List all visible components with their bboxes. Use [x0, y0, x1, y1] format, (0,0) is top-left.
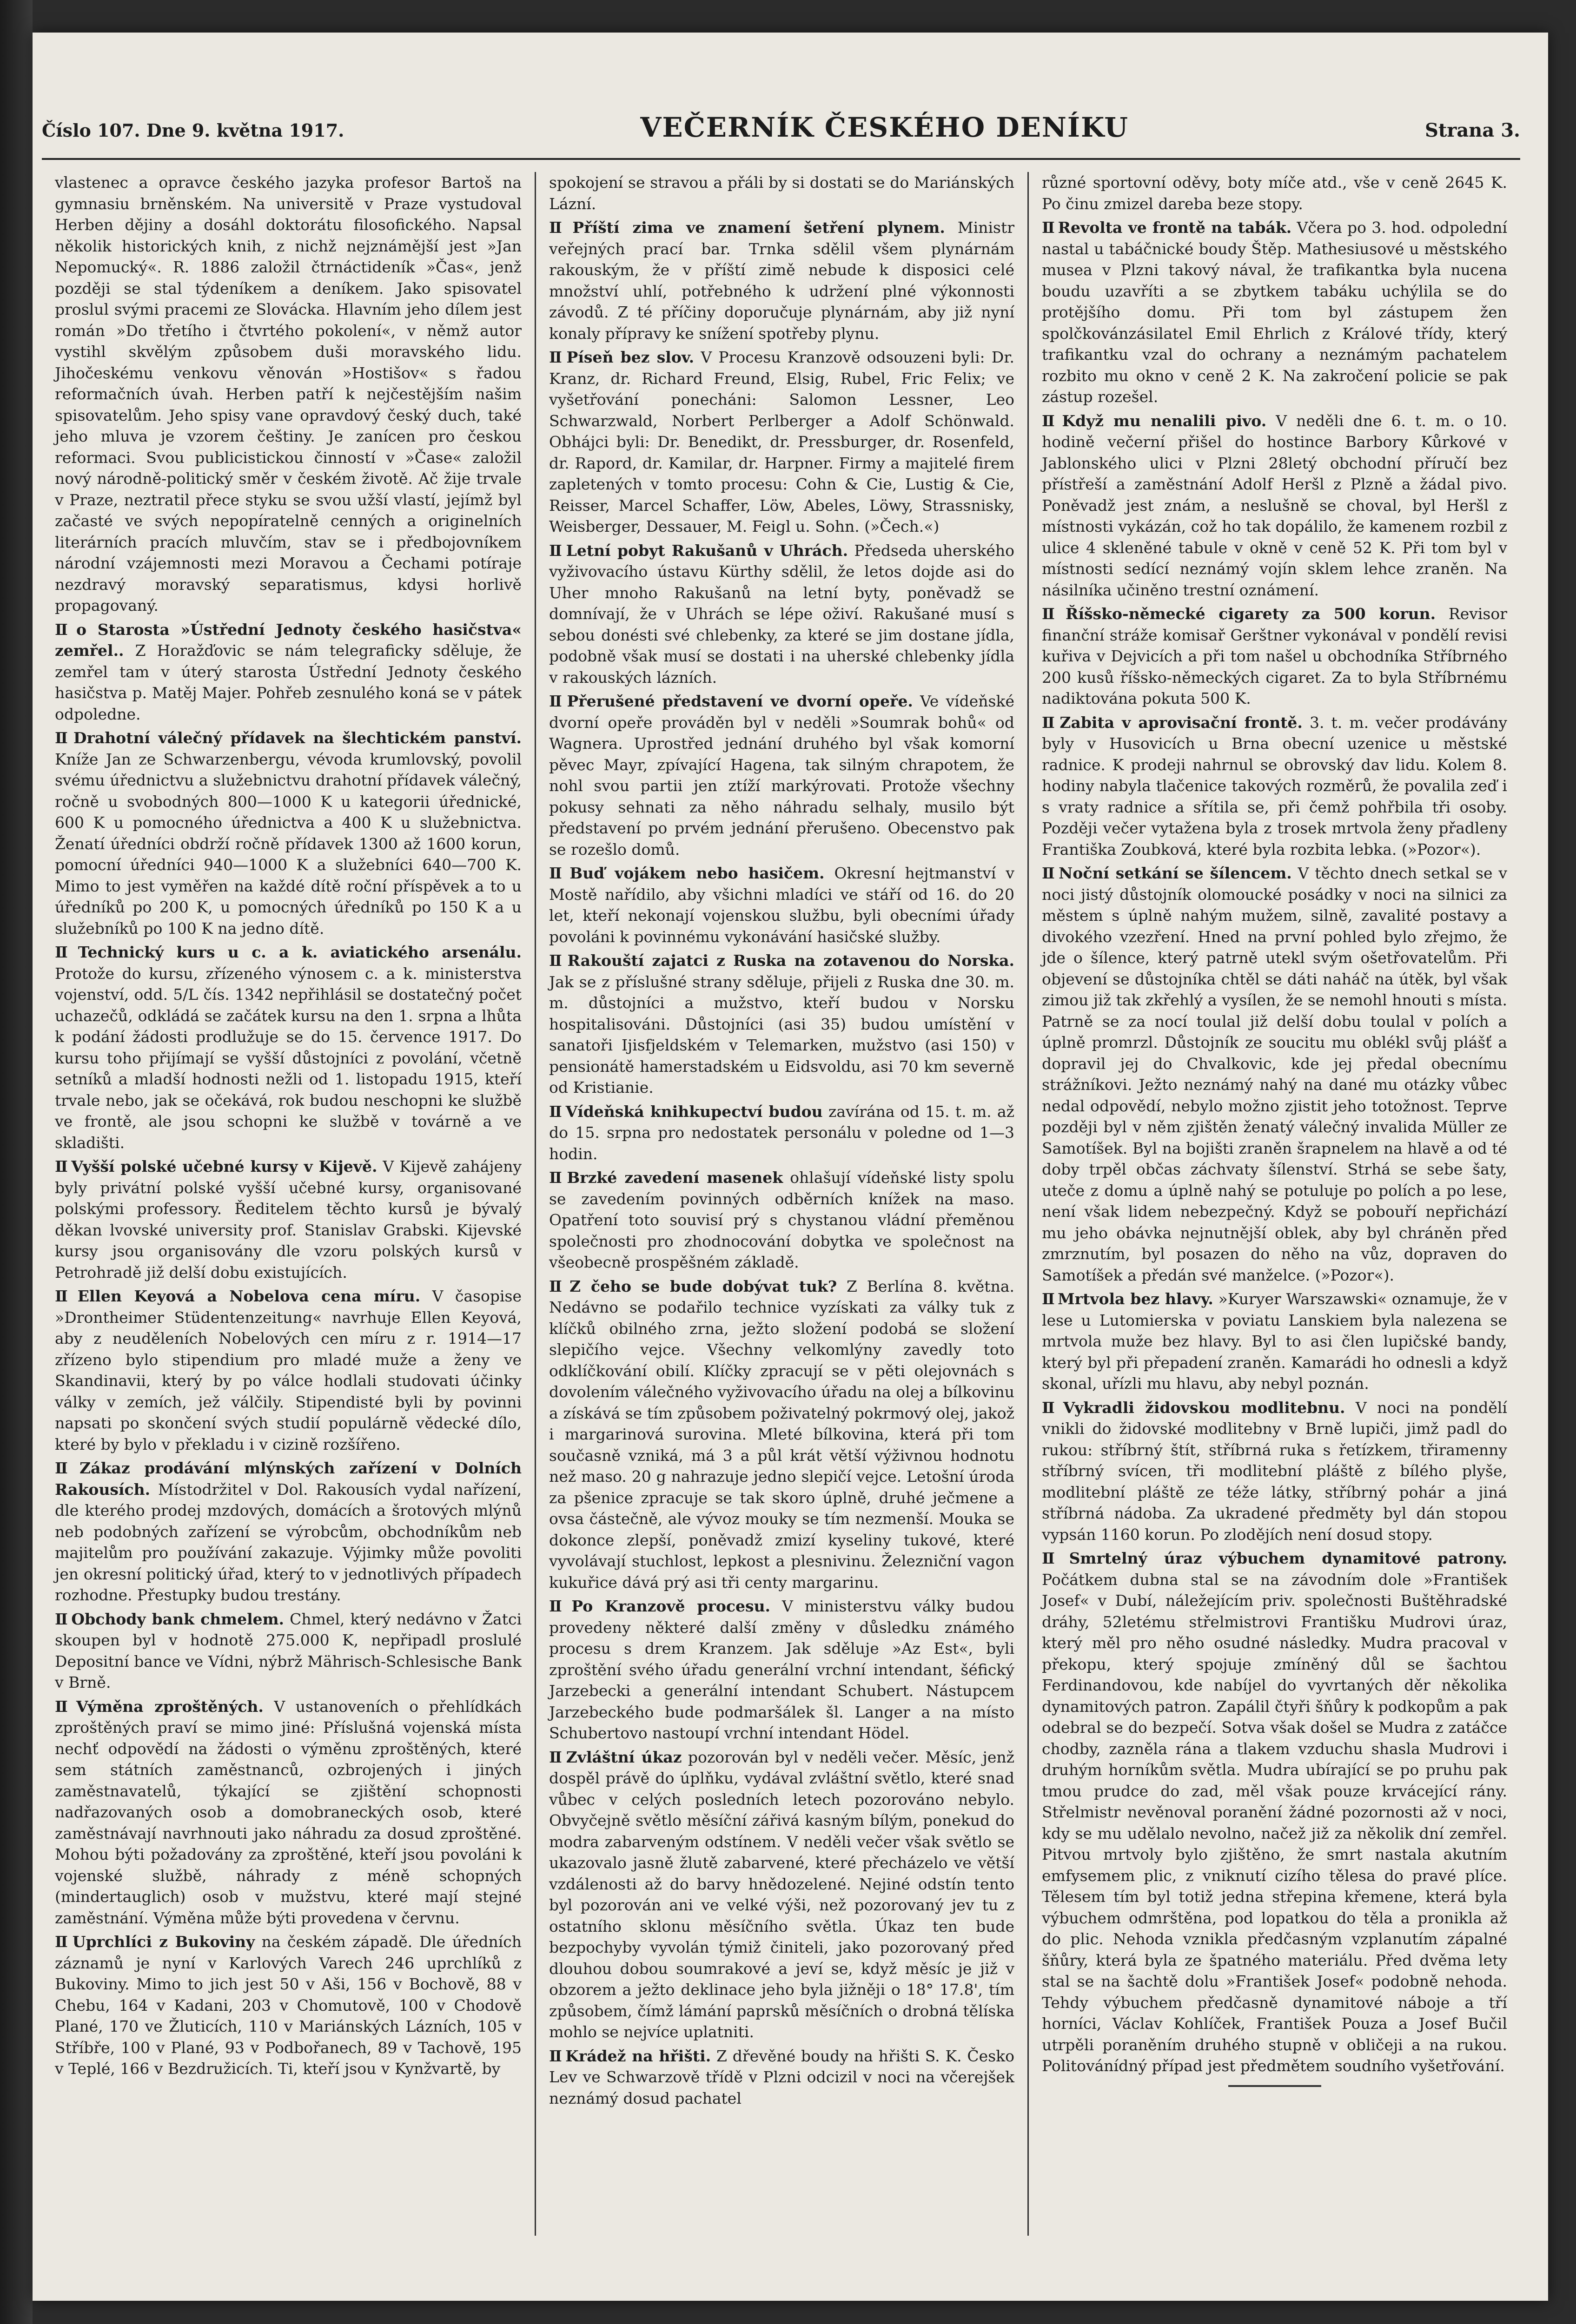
article-headline: Z čeho se bude dobývat tuk? — [569, 1277, 837, 1295]
article-headline: Píseň bez slov. — [566, 348, 695, 366]
article-headline: Když mu nenalili pivo. — [1062, 411, 1267, 430]
article-body: Protože do kursu, zřízeného výnosem c. a k. ministerstva vojenství, odd. 5/L čís. 1342 nepřihlásil se dostatečný počet uchazečů, odkládá se začátek kursu na den 1. srpna a lhůta k podání žádosti prodlužuje se do 15. července 1917. Do kursu toho přijímají se vyšší důstojníci z povolání, včetně setníků a mladší hodnosti nežli od 1. listopadu 1915, kteří trvale nebo, jak se očekává, rok budou neschopni ke službě ve frontě, ale jsou schopni ke službě v továrně a ve skladišti. — [55, 964, 522, 1152]
article — [55, 1286, 522, 1455]
column-2 — [535, 172, 1027, 2236]
section-mark-icon: Ⅱ — [549, 1748, 563, 1766]
article — [1042, 217, 1507, 408]
section-mark-icon: Ⅱ — [55, 1933, 70, 1951]
article — [1042, 1548, 1507, 2077]
article-body: Z dřevěné boudy na hřišti S. K. Česko Lev ve Schwarzově třídě v Plzni odcizil v noci na včerejšek neznámý dosud pachatel — [549, 2047, 1015, 2107]
article — [1042, 410, 1507, 601]
article-body: Jak se z příslušné strany sděluje, přijeli z Ruska dne 30. m. m. důstojníci a mužstvo, kteří budou v Norsku hospitalisováni. Důstojníci (asi 35) budou umístění v sanatoři Ijisfjeldském v Telemarken, mužstvo (asi 150) v pensionátě hamerstadském u Eidsvoldu, asi 70 km severně od Kristianie. — [549, 972, 1014, 1096]
article — [549, 1747, 1014, 2043]
article-headline: Po Kranzově procesu. — [571, 1597, 771, 1615]
section-mark-icon: Ⅱ — [1042, 605, 1063, 623]
article — [55, 1696, 522, 1929]
section-mark-icon: Ⅱ — [55, 620, 74, 639]
article-body: Z Berlína 8. května. Nedávno se podařilo technice vyzískati za války tuk z klíčků obilného zrna, ježto složení podobá se složení slepičího vejce. Všechny velkomlýny zavedly toto odklíčkování obilí. Klíčky zpracují se v pěti olejovnách s dovolením válečného vyživovacího úřadu na olej a bílkovinu a získává se tím způsobem poživatelný pokrmový olej, jakož i margarinová surovina. Mleté bílkovina, která při tom současně vzniká, má 3 a půl krát větší výživnou hodnotu než maso. 20 g nahrazuje jedno slepičí vejce. Letošní úroda za pšenice zpracuje se tak skoro úplně, druhé ječmene a ovsa částečně, ale vývoz mouky se tím nezmenší. Mouka se dokonce zlepší, poněvadž zmizí kyseliny tukové, které vyvolávají stuchlost, lepkost a plesnivinu. Železniční vagon kukuřice dává prý asi tři centy margarinu. — [549, 1277, 1014, 1591]
article-body: Ve vídeňské dvorní opeře prováděn byl v neděli »Soumrak bohů« od Wagnera. Uprostřed jednání druhého byl však komorní pěvec Mayr, zpívající Hagena, tak silným chrapotem, že nohl svou partii jen ztíží markýrovati. Protože všechny pokusy sehnati za něho náhradu selhaly, musilo být představení po prvém jednání přerušeno. Obecenstvo pak se rozešlo domů. — [549, 692, 1015, 858]
article — [549, 540, 1014, 688]
article-body: Předseda uherského vyživovacího ústavu Kürthy sdělil, že letos dojde asi do Uher mnoho Rakušanů na letní byty, poněvadž se domnívají, že v Uhrách se lépe oživí. Rakušané musí s sebou donésti své chlebenky, za které se jim dostane jídla, podobně však musí se dostati i na uherské chlebenky jídla v rakouských lázních. — [549, 541, 1014, 687]
article-headline: Zabita v aprovisační frontě. — [1059, 713, 1303, 732]
article-body: ohlašují vídeňské listy spolu se zavedením povinných odběrních knížek na maso. Opatření toto souvisí prý s chystanou vládní přeměnou společnosti pro zhodnocování dobytka ve společnost na všeobecně prospěšném základě. — [549, 1169, 1014, 1271]
article-body: zavírána od 15. t. m. až do 15. srpna pro nedostatek personálu v poledne od 1—3 hodin. — [549, 1102, 1015, 1163]
section-mark-icon: Ⅱ — [1042, 864, 1056, 882]
article-headline: Výměna zproštěných. — [76, 1697, 264, 1716]
section-mark-icon: Ⅱ — [549, 348, 564, 366]
section-mark-icon: Ⅱ — [549, 692, 564, 710]
article — [549, 950, 1014, 1098]
article-headline: Vídeňská knihkupectví budou — [565, 1102, 823, 1121]
article-body: Ministr veřejných prací bar. Trnka sdělil všem plynárnám rakouským, že v příští zimě nebude k disposici celé množství uhlí, potřebného k udržení plné výkonnosti závodů. Z té příčiny doporučuje plynárnám, aby již nyní konaly přípravy ke snížení spotřeby plynu. — [549, 218, 1015, 343]
section-mark-icon: Ⅱ — [549, 1277, 567, 1295]
article — [549, 1101, 1014, 1165]
article — [55, 1931, 522, 2080]
article-headline: Letní pobyt Rakušanů v Uhrách. — [566, 541, 848, 560]
section-mark-icon: Ⅱ — [549, 1102, 563, 1121]
article — [55, 172, 522, 616]
column-3 — [1027, 172, 1520, 2236]
article-headline: Zákaz prodávání mlýnských zařízení v Dolních Rakousích. — [55, 1459, 522, 1499]
article-headline: Mrtvola bez hlavy. — [1058, 1290, 1213, 1308]
article-headline: Příští zima ve znamení šetření plynem. — [572, 218, 945, 237]
article — [1042, 863, 1507, 1286]
article-headline: Noční setkání se šílencem. — [1059, 864, 1292, 882]
article-body: V ustanoveních o přehlídkách zproštěných praví se mimo jiné: Příslušná vojenská místa nechť odpovědí na žádosti o výměnu zproštěných, které sem státních zaměstnanců, ozbrojených i jiných zaměstnavatelů, týkající se zjištění schopnosti nadřazovaných osob a domobraneckých osob, které zaměstnávají navrhnouti jako náhradu za dosud zproštěné. Mohou býti požadovány za zproštěné, kteří jsou povoláni k vojenské službě, náhrady z méně schopných (mindertauglich) osob v mužstvu, které mají stejné zaměstnání. Výměna může býti provedena v červnu. — [55, 1697, 522, 1927]
article-headline: Rakouští zajatci z Ruska na zotavenou do Norska. — [567, 951, 1015, 970]
article — [549, 1596, 1014, 1744]
article-body: V těchto dnech setkal se v noci jistý důstojník olomoucké posádky v noci na silnici za městem s úplně nahým mužem, silně, zavalité postavy a divokého vzezření. Hned na první pohled bylo zřejmo, že jde o šílence, který patrně utekl svým ošetřovatelům. Při objevení se důstojníka chtěl se dáti naháč na útěk, byl však zimou již tak zkřehlý a vysílen, že se nemohl hnouti s místa. Patrně se za nocí toulal již delší dobu toulal v polích a úplně promrzl. Důstojník ze soucitu mu oblékl svůj plášť a dopravil jej do Chvalkovic, kde jej předal obecnímu strážníkovi. Ježto neznámý nahý na dané mu otázky vůbec nedal odpovědí, nebylo možno zjistit jeho totožnost. Teprve později byl v něm zjištěn ženatý válečný invalida Müller ze Samotíšek. Byl na bojišti zraněn šrapnelem na hlavě a od té doby trpěl občas záchvaty šílenství. Strhá se sebe šaty, uteče z domu a úplně nahý se potuluje po polích a po lese, není však lidem nebezpečný. Když se pobouří nepřichází mu jeho obávka nejnutnější oblek, aby byl chráněn před zmrznutím, byl posazen do něho na vůz, dopraven do Samotíšek a předán své manželce. (»Pozor«). — [1042, 864, 1507, 1284]
section-mark-icon: Ⅱ — [1042, 218, 1055, 237]
article-body: Z Horažďovic se nám telegraficky sděluje, že zemřel tam v úterý starosta Ústřední Jednoty českého hasičstva p. Matěj Majer. Pohřeb zesnulého koná se v pátek odpoledne. — [55, 641, 522, 723]
article-headline: Uprchlíci z Bukoviny — [72, 1933, 255, 1951]
article-headline: Buď vojákem nebo hasičem. — [569, 864, 825, 882]
article — [549, 2046, 1014, 2109]
article-headline: Revolta ve frontě na tabák. — [1058, 218, 1292, 237]
article-headline: Drahotní válečný přídavek na šlechtickém panství. — [73, 729, 522, 747]
section-mark-icon: Ⅱ — [1042, 411, 1059, 430]
article-body: V časopise »Drontheimer Stüdentenzeitung« navrhuje Ellen Keyová, aby z neuděleních Nobelových cen míru z r. 1914—17 zřízeno bylo stipendium pro mladé muže a ženy ve Skandinavii, který by po válce hodlali studovati účinky války v zemích, jež válčily. Stipendisté byli by povinni napsati po skončení svých studií populárně vědecké dílo, které by bylo v překladu i v cizině rozšířeno. — [55, 1287, 522, 1453]
scan-margin — [0, 0, 33, 2324]
article-body: V noci na pondělí vnikli do židovské modlitebny v Brně lupiči, jimž padl do rukou: stříbrný štít, stříbrná ruka s řetízkem, třiramenny stříbrný svícen, tři modlitební pláště z bílého plyše, modlitební pláště ze téže látky, stříbrný pohár a jiná stříbrná nádoba. Za ukradené předměty byl dán stopou vypsán 1160 korun. Po zlodějích není dosud stopy. — [1042, 1398, 1507, 1544]
article — [549, 1276, 1014, 1593]
article — [55, 1156, 522, 1283]
article-headline: o Starosta »Ústřední Jednoty českého hasičstva« zemřel.. — [55, 620, 522, 660]
article — [549, 347, 1014, 537]
article-body: Místodržitel v Dol. Rakousích vydal nařízení, dle kterého prodej mzdových, domácích a šrotových mlýnů neb podobných zařízení se výrobcům, obchodníkům neb majitelům pro používání zakazuje. Výjimky může povoliti jen okresní politický úřad, který to v jednotlivých případech rozhodne. Přestupky budou trestány. — [55, 1480, 522, 1604]
article — [55, 619, 522, 725]
article-body: V neděli dne 6. t. m. o 10. hodině večerní přišel do hostince Barbory Kůrkové v Jablonského ulici v Plzni 28letý obchodní příručí bez přístřeší a zaměstnání Adolf Heršl z Plzně a žádal pivo. Poněvadž jest znám, a neslušně se choval, byl Heršl z místnosti vykázán, což ho tak dopálilo, že kamenem rozbil z ulice 4 skleněné tabule v okně v ceně 52 K. Při tom byl v místnosti sedící neznámý vojín sklem lehce zraněn. Na násilníka učiněno trestní oznámení. — [1042, 411, 1507, 599]
masthead — [42, 112, 1520, 160]
issue-date: Číslo 107. Dne 9. května 1917. — [42, 120, 344, 141]
article — [55, 1609, 522, 1693]
section-mark-icon: Ⅱ — [549, 541, 563, 560]
article — [549, 172, 1014, 214]
article — [1042, 1397, 1507, 1545]
section-mark-icon: Ⅱ — [549, 2047, 563, 2065]
article-headline: Říšsko-německé cigarety za 500 korun. — [1066, 605, 1436, 623]
article-body: Počátkem dubna stal se na závodním dole »František Josef« v Dubí, náležejícím priv. společnosti Buštěhradské dráhy, 52letému střelmistrovi Františku Mudrovi úraz, který měl pro něho osudné následky. Mudra pracoval v překopu, který spojuje zmíněný důl se šachtou Ferdinandovou, kde nabíjel do vyvrtaných děr několika dynamitových patron. Zapálil čtyři šňůry k podkopům a pak odebral se do bezpečí. Sotva však došel se Mudra z zatáčce chodby, zazněla rána a tlakem vzduchu shasla Mudrovi i druhým horníkům světla. Mudra ubírající se po pruhu pak tmou prudce do zad, měl však pouze krvácející rány. Střelmistr nevěnoval poranění žádné pozornosti až v noci, kdy se mu udělalo nevolno, načež již za několik dní zemřel. Pitvou mrtvoly bylo zjištěno, že smrt nastala akutním emfysemem plic, z vniknutí cizího tělesa do pravé plíce. Tělesem tím byl totiž jedna střepina křemene, která byla výbuchem odmrštěna, pod lopatkou do těla a pronikla až do plic. Nehoda vznikla předčasným vzplanutím zápalné šňůry, která byla ze špatného materiálu. Před dvěma lety stal se na šachtě dolu »František Josef« podobně nehoda. Tehdy výbuchem předčasně dynamitové náboje a tří horníci, Václav Kohlíček, František Pouza a Josef Bučil utrpěli poraněním druhého stupně v obličeji a na rukou. Politovánídný případ jest předmětem soudního vyšetřování. — [1042, 1570, 1507, 2075]
article-body: V Procesu Kranzově odsouzeni byli: Dr. Kranz, dr. Richard Freund, Elsig, Rubel, Fric Felix; ve vyšetřování ponecháni: Salomon Lessner, Leo Schwarzwald, Norbert Perlberger a Adolf Schönwald. Obhájci byli: Dr. Benedikt, dr. Pressburger, dr. Rosenfeld, dr. Rapord, dr. Kamilar, dr. Harpner. Firmy a majitelé firem zapletených v tomto procesu: Cohn & Cie, Lustig & Cie, Reisser, Marcel Schaffer, Löw, Abeles, Löwy, Strassnisky, Weisberger, Dessauer, M. Feigl u. Sohn. (»Čech.«) — [549, 348, 1014, 535]
section-mark-icon: Ⅱ — [1042, 1549, 1066, 1567]
article-body: Kníže Jan ze Schwarzenbergu, vévoda krumlovský, povolil svému úřednictvu a služebnictvu drahotní přídavek válečný, ročně u svobodných 800—1000 K u kategorii úřednické, 600 K u pomocného úřednictva a 400 K u služebnictva. Ženatí úředníci obdrží ročně přídavek 1300 až 1600 korun, pomocní úředníci 940—1000 K a služebníci 640—700 K. Mimo to jest vyměřen na každé dítě roční příspěvek a to u úředníků po 200 K, u pomocných úředníků po 150 K a u služebníků po 100 K na jedno dítě. — [55, 750, 522, 938]
article-body: Chmel, který nedávno v Žatci skoupen byl v hodnotě 275.000 K, nepřipadl proslulé Depositní bance ve Vídni, nýbrž Mährisch-Schlesische Bank v Brně. — [55, 1610, 522, 1691]
section-mark-icon: Ⅱ — [549, 1597, 569, 1615]
end-rule — [1228, 2085, 1321, 2087]
section-mark-icon: Ⅱ — [55, 1697, 73, 1716]
section-mark-icon: Ⅱ — [55, 943, 75, 961]
article-body: 3. t. m. večer prodávány byly v Husovicích u Brna obecní uzenice u městské radnice. K prodeji nahrnul se obrovský dav lidu. Kolem 8. hodiny nabyla tlačenice takových rozměrů, že povalila zeď i s vraty radnice a sřítila se, při čemž pohřbila tři osoby. Později večer vytažena byla z trosek mrtvola ženy přadleny Františka Zoubková, které byla rozbita lebka. (»Pozor«). — [1042, 713, 1508, 858]
article — [55, 727, 522, 939]
section-mark-icon: Ⅱ — [549, 951, 565, 970]
article — [55, 1458, 522, 1606]
section-mark-icon: Ⅱ — [55, 1610, 69, 1628]
article-body: Okresní hejtmanství v Mostě nařídilo, aby všichni mladíci ve stáří od 16. do 20 let, kteří nekonají vojenskou službu, byli obecními úřady povoláni k povinnému vykonávání hasičské služby. — [549, 864, 1015, 946]
section-mark-icon: Ⅱ — [1042, 1290, 1055, 1308]
article-headline: Zvláštní úkaz — [566, 1748, 682, 1766]
article-body: spokojení se stravou a přáli by si dostati se do Mariánských Lázní. — [549, 173, 1014, 213]
section-mark-icon: Ⅱ — [1042, 1398, 1060, 1417]
article-body: různé sportovní oděvy, boty míče atd., vše v ceně 2645 K. Po činu zmizel dareba beze stopy. — [1042, 173, 1507, 213]
section-mark-icon: Ⅱ — [55, 1287, 75, 1305]
section-mark-icon: Ⅱ — [55, 1157, 69, 1175]
article-headline: Vyšší polské učebné kursy v Kijevě. — [71, 1157, 377, 1175]
article-headline: Krádež na hřišti. — [565, 2047, 711, 2065]
article-body: V Kijevě zahájeny byly privátní polské vyšší učebné kursy, organisované polskými professory. Ředitelem těchto kursů je bývalý děkan lvovské university prof. Stanislav Grabski. Kijevské kursy jsou organisovány dle vzoru polských kursů v Petrohradě již delší dobu existujících. — [55, 1157, 522, 1281]
column-1 — [42, 172, 535, 2236]
article — [549, 217, 1014, 344]
article — [549, 691, 1014, 860]
article-body: vlastenec a opravce českého jazyka profesor Bartoš na gymnasiu brněnském. Na universitě v Praze vystudoval Herben dějiny a dosáhl doktorátu filosofického. Napsal několik historických knih, z nichž nejznámější jest »Jan Nepomucký«. R. 1886 založil čtrnáctideník »Čas«, jenž později se stal týdeníkem a deníkem. Jako spisovatel proslul svými pracemi ze Slovácka. Hlavním jeho dílem jest román »Do třetího i čtvrtého pokolení«, v němž autor vystihl skvělým způsobem duši moravského lidu. Jihočeskému venkovu věnován »Hostišov« s řadou reformačních úvah. Herben patří k nejčestějším našim spisovatelům. Jeho spisy vane opravdový český duch, také jeho mluva je vzorem češtiny. Je zanícen pro českou reformaci. Svou publicistickou činností v »Čase« založil nový národně-politický směr v českém životě. Ač žije trvale v Praze, neztratil přece styku se svou užší vlastí, jejímž byl začasté ve svých nepopíratelně cenných a originelních literárních pracích mluvčím, stav se i předbojovníkem národní vzájemnosti mezi Moravou a Čechami potíraje nezdravý moravský separatismus, kdysi horlivě propagovaný. — [55, 173, 522, 614]
section-mark-icon: Ⅱ — [55, 1459, 77, 1477]
article — [549, 1167, 1014, 1273]
article-body: V ministerstvu války budou provedeny některé další změny v důsledku známého procesu s drem Kranzem. Jak sděluje »Az Est«, byli zproštění svého úřadu generální vrchní intendant, šéfický Jarzebecki a generální intendant Schubert. Nástupcem Jarzebeckého bude podmaršálek šl. Langer a na místo Schubertovo nastoupí vrchní intendant Hödel. — [549, 1597, 1015, 1742]
section-mark-icon: Ⅱ — [1042, 713, 1057, 732]
article-headline: Smrtelný úraz výbuchem dynamitové patrony. — [1069, 1549, 1508, 1567]
article-headline: Brzké zavedení masenek — [567, 1169, 783, 1187]
section-mark-icon: Ⅱ — [549, 1169, 564, 1187]
article — [1042, 172, 1507, 214]
article-body: na českém západě. Dle úředních záznamů je nyní v Karlových Varech 246 uprchlíků z Bukoviny. Mimo to jich jest 50 v Aši, 156 v Bochově, 88 v Chebu, 164 v Kadani, 203 v Chomutově, 100 v Chodově Plané, 170 ve Žluticích, 110 v Mariánských Lázních, 105 v Stříbře, 100 v Plané, 93 v Podbořanech, 89 v Tachově, 195 v Teplé, 166 v Bezdružicích. Ti, kteří jsou v Kynžvartě, by — [55, 1933, 522, 2078]
article-headline: Obchody bank chmelem. — [71, 1610, 285, 1628]
article — [1042, 603, 1507, 709]
newspaper-title: VEČERNÍK ČESKÉHO DENÍKU — [640, 112, 1129, 143]
article-body: pozorován byl v neděli večer. Měsíc, jenž dospěl právě do úplňku, vydával zvláštní světlo, které snad vůbec v celých posledních letech pozorováno nebylo. Obvyčejně světlo měsíční zářivá kasným bílým, ponekud do modra zabarveným odstínem. V neděli večer však světlo se ukazovalo jasně žlutě zabarvené, které přecházelo ve větší vzdálenosti až do barvy hnědozelené. Nejiné odstín tento byl pozorován ani ve velké výši, než pozorovaný jev tu z ostatního sklonu měsíčního světla. Úkaz ten bude bezpochyby vyvolán týmiž činiteli, jako pozorovaný před dlouhou dobou soumrakové a jeví se, když měsíc je již v obzorem a ježto deklinace jeho byla jižněji o 18° 17.8', tím způsobem, čímž lámání paprsků měsíčních o drobná tělíska mohlo se nejvíce uplatniti. — [549, 1748, 1014, 2041]
page-number: Strana 3. — [1424, 119, 1520, 141]
article-body: Revisor finanční stráže komisař Gerštner vykonával v pondělí revisi kuřiva v Dejvicích a při tom našel u obchodníka Stříbrného 200 kusů říšsko-německých cigaret. Za to byla Stříbrnému nadiktována pokuta 500 K. — [1042, 605, 1507, 707]
article-headline: Přerušené představení ve dvorní opeře. — [567, 692, 913, 710]
article-columns — [42, 172, 1520, 2236]
article-body: Včera po 3. hod. odpolední nastal u tabáčnické boudy Štěp. Mathesiusové u městského musea v Plzni takový nával, že trafikantka byla nucena boudu uzavříti a se zbytkem tabáku uchýlila se do protějšího domu. Při tom byl zástupem žen spolčkovánzásilatel Emil Ehrlich z Králové třídy, který trafikantku vzal do ochrany a neznámým pachatelem rozbito mu okno v ceně 2 K. Na zakročení policie se pak zástup rozešel. — [1042, 218, 1508, 406]
article — [55, 942, 522, 1153]
article — [549, 863, 1014, 947]
article-headline: Ellen Keyová a Nobelova cena míru. — [77, 1287, 421, 1305]
article — [1042, 1288, 1507, 1394]
article-headline: Technický kurs u c. a k. aviatického arsenálu. — [78, 943, 522, 961]
article-headline: Vykradli židovskou modlitebnu. — [1063, 1398, 1345, 1417]
section-mark-icon: Ⅱ — [549, 218, 570, 237]
section-mark-icon: Ⅱ — [549, 864, 567, 882]
article-body: »Kuryer Warszawski« oznamuje, že v lese u Lutomierska v poviatu Lanskiem byla nalezena se mrtvola muže bez hlavy. Byl to asi člen lupičské bandy, který byl při přepadení zraněn. Kamarádi ho odnesli a když skonal, uřízli mu hlavu, aby nebyl poznán. — [1042, 1290, 1508, 1393]
article — [1042, 712, 1507, 860]
section-mark-icon: Ⅱ — [55, 729, 71, 747]
